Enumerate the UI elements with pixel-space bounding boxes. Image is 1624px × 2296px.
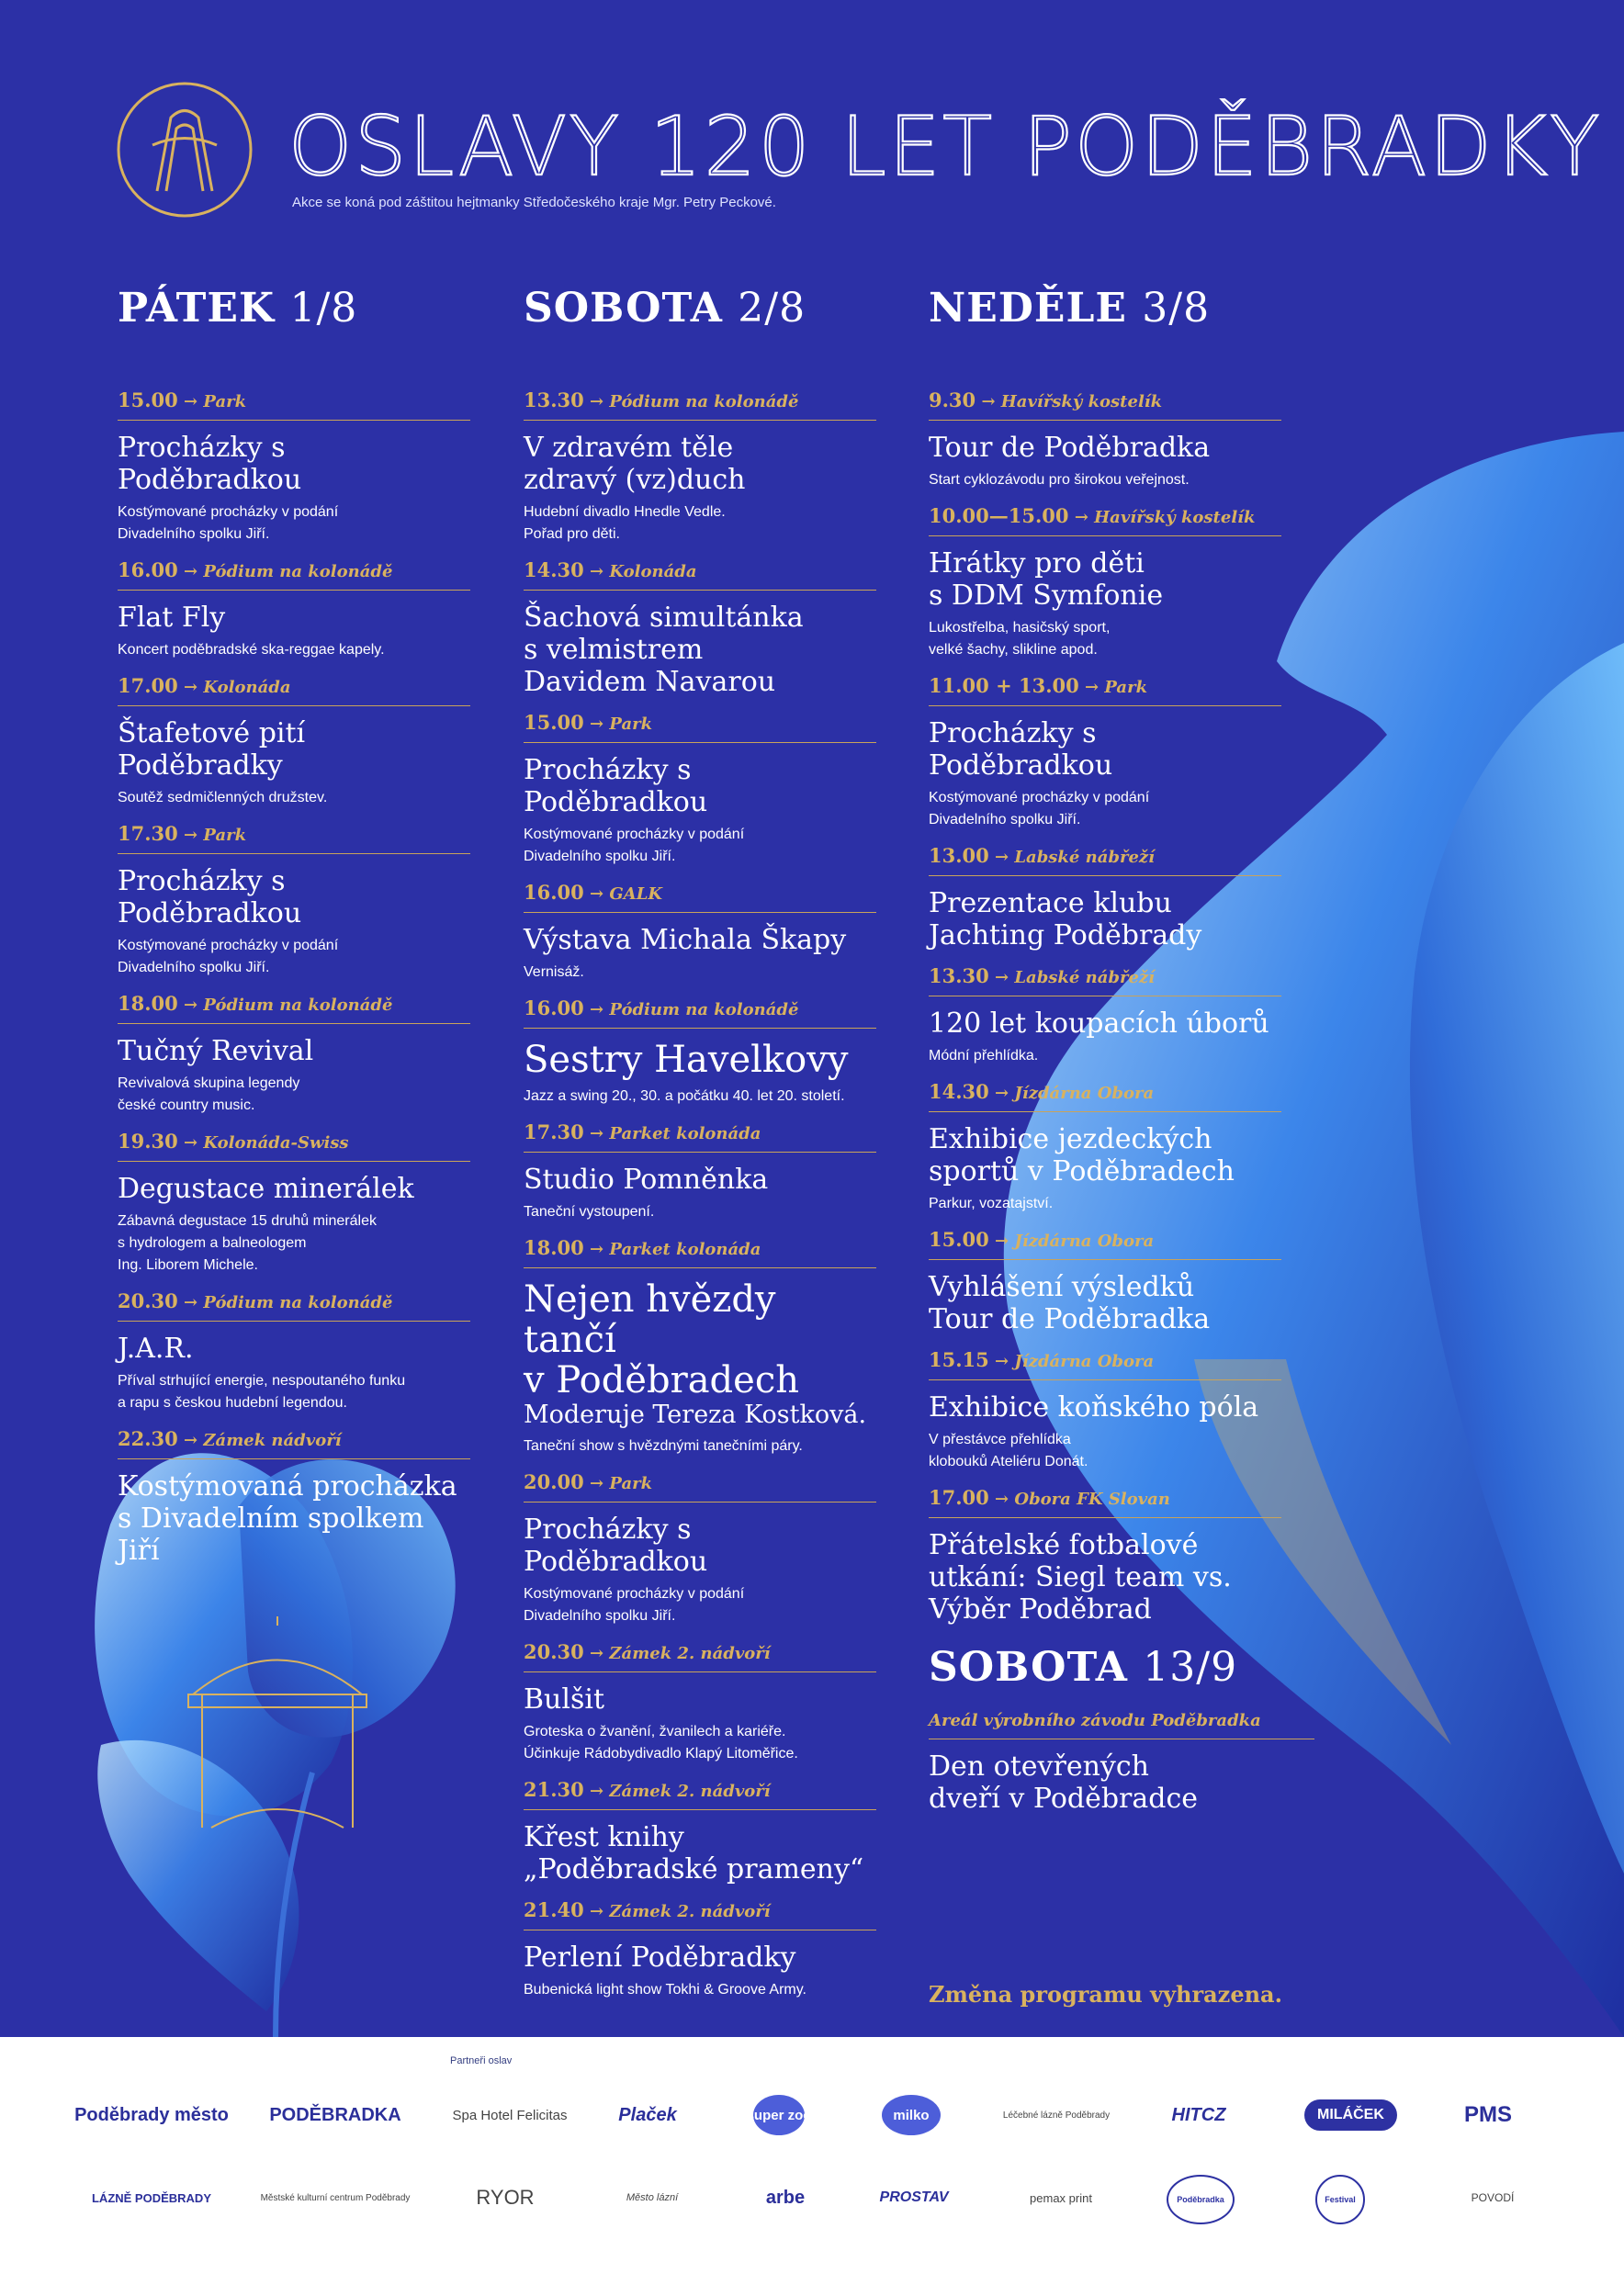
day-heading: PÁTEK 1/8 [118,285,358,332]
event-title: Degustace minerálek [118,1173,414,1205]
event-item [929,964,1281,1067]
event-title: Procházky s Poděbradkou [524,1514,708,1578]
event-description: Parkur, vozatajství. [929,1196,1054,1211]
event-place: → Park [1085,678,1148,697]
event-item [524,1120,876,1223]
partner-logo: Poděbradka [1167,2175,1235,2224]
event-time: 19.30 [118,1130,178,1153]
event-title: Přátelské fotbalové utkání: Siegl team vs. Výběr Poděbrad [929,1529,1232,1626]
event-place: → Park [184,392,247,411]
event-time-place [524,881,876,913]
event-place: → Park [590,1474,653,1493]
partner-logo: Festival [1315,2175,1365,2224]
day-column-sunday [929,285,1281,1626]
event-time-place [118,1289,470,1322]
extra-event-september [929,1644,1314,1815]
event-time-place [929,1486,1281,1518]
event-description: Zábavná degustace 15 druhů minerálek s hydrologem a balneologem Ing. Liborem Michele. [118,1213,377,1273]
event-time-place [929,674,1281,706]
partner-logo: Plaček [618,2104,677,2125]
event-time-place [524,1898,876,1930]
event-item [118,1427,470,1567]
event-item [929,1486,1281,1626]
partner-logo: Spa Hotel Felicitas [452,2107,568,2123]
partner-logo: PODĚBRADKA [269,2104,401,2125]
partners-label: Partneři oslav [450,2055,513,2066]
event-time: 16.00 [524,996,584,1019]
event-description: Start cyklozávodu pro širokou veřejnost. [929,472,1190,488]
event-place: Areál výrobního závodu Poděbradka [929,1711,1314,1739]
event-title: V zdravém těle zdravý (vz)duch [524,432,746,496]
event-description: Módní přehlídka. [929,1048,1039,1064]
event-description: Koncert poděbradské ska-reggae kapely. [118,642,385,658]
event-place: → Zámek 2. nádvoří [590,1782,771,1801]
event-title: Procházky s Poděbradkou [524,754,708,818]
event-description: V přestávce přehlídka klobouků Ateliéru Donát. [929,1432,1088,1469]
event-description: Hudební divadlo Hnedle Vedle. Pořad pro děti. [524,504,726,542]
event-time-place [524,1236,876,1268]
event-time: 17.30 [118,822,178,845]
event-time-place [524,388,876,421]
event-time-place [524,1120,876,1153]
event-item [118,674,470,809]
event-title: Bulšit [524,1683,605,1716]
day-heading: SOBOTA 2/8 [524,285,806,332]
event-time: 18.00 [118,992,178,1015]
event-time-place [929,504,1281,536]
partner-logo: Město lázní [626,2192,679,2203]
event-item [929,1348,1281,1473]
event-item [524,1470,876,1627]
partner-logo: PMS [1463,2102,1512,2127]
event-description: Kostýmované procházky v podání Divadelního spolku Jiří. [118,938,339,975]
event-place: → Pódium na kolonádě [184,1293,393,1312]
partner-logo: MILÁČEK [1304,2099,1397,2131]
event-time-place [118,1427,470,1459]
event-place: → Zámek 2. nádvoří [590,1644,771,1663]
event-title: Šachová simultánka s velmistrem Davidem Navarou [524,602,804,698]
event-place: → Park [184,826,247,845]
event-item [118,992,470,1117]
event-time-place [929,1348,1281,1380]
event-place: → Labské nábřeží [995,968,1155,987]
day-column-saturday [524,285,876,2001]
event-time: 11.00 + 13.00 [929,674,1079,697]
event-title: Výstava Michala Škapy [524,924,847,956]
event-title: Tour de Poděbradka [929,432,1211,464]
event-title: Štafetové pití Poděbradky [118,717,306,782]
event-place: → Obora FK Slovan [995,1490,1170,1509]
event-time: 21.40 [524,1898,584,1921]
partner-logo: LÁZNĚ PODĚBRADY [91,2190,211,2205]
event-description: Vernisáž. [524,964,584,980]
event-time: 22.30 [118,1427,178,1450]
event-time: 9.30 [929,388,976,411]
event-place: → Pódium na kolonádě [590,392,799,411]
partner-logo: pemax print [1030,2190,1092,2205]
event-time-place [118,674,470,706]
event-description: Revivalová skupina legendy české country music. [118,1075,300,1113]
event-time: 17.00 [118,674,178,697]
event-item [524,1898,876,2001]
partner-logo: RYOR [476,2186,535,2209]
event-description: Soutěž sedmičlenných družstev. [118,790,328,805]
event-time-place [524,996,876,1029]
event-place: → Jízdárna Obora [995,1232,1155,1251]
event-place: → Park [590,715,653,734]
event-time-place [524,711,876,743]
event-time-place [929,1080,1281,1112]
event-description: Jazz a swing 20., 30. a počátku 40. let 20. století. [524,1088,845,1104]
event-time: 17.00 [929,1486,989,1509]
event-time: 16.00 [524,881,584,904]
event-time: 13.30 [929,964,989,987]
event-title: Sestry Havelkovy [524,1039,849,1081]
event-title: Flat Fly [118,602,226,634]
event-time-place [929,844,1281,876]
event-title: Procházky s Poděbradkou [118,432,302,496]
event-place: → Kolonáda-Swiss [184,1133,349,1153]
event-description: Kostýmované procházky v podání Divadelního spolku Jiří. [118,504,339,542]
event-title: Vyhlášení výsledků Tour de Poděbradka [929,1271,1211,1335]
event-time-place [929,964,1281,996]
event-place: → Havířský kostelík [981,392,1163,411]
event-place: → Pódium na kolonádě [184,562,393,581]
event-item [929,1228,1281,1335]
event-place: → Jízdárna Obora [995,1352,1155,1371]
partner-logo: POVODÍ [1471,2191,1515,2204]
partner-logo: super zoo [753,2095,805,2135]
event-time: 15.00 [929,1228,989,1251]
event-item [118,1289,470,1414]
event-item [118,388,470,546]
event-time: 20.30 [118,1289,178,1312]
event-list [929,388,1281,1626]
event-place: → Pódium na kolonádě [590,1000,799,1019]
event-title: Exhibice koňského póla [929,1391,1259,1424]
partner-logo: Poděbrady město [74,2104,229,2125]
event-time: 21.30 [524,1778,584,1801]
event-title: Nejen hvězdy tančí v Poděbradech [524,1278,799,1401]
event-description: Groteska o žvanění, žvanilech a kariéře. Účinkuje Rádobydivadlo Klapý Litoměřice. [524,1724,798,1761]
day-heading: NEDĚLE 3/8 [929,285,1211,332]
event-time: 17.30 [524,1120,584,1143]
event-title: Studio Pomněnka [524,1164,769,1196]
partner-logo: Městské kulturní centrum Poděbrady [260,2192,411,2203]
event-time: 15.00 [524,711,584,734]
event-place: → Labské nábřeží [995,848,1155,867]
page-title: OSLAVY 120 LET PODĚBRADKY [288,99,1603,194]
event-time-place [929,1228,1281,1260]
event-description: Příval strhující energie, nespoutaného funku a rapu s českou hudební legendou. [118,1373,406,1411]
event-time: 14.30 [524,558,584,581]
event-item [524,1236,876,1458]
podebradka-logo [116,81,254,219]
event-description: Kostýmované procházky v podání Divadelního spolku Jiří. [524,827,745,864]
event-subtitle: Moderuje Tereza Kostková. [524,1401,867,1429]
event-title: Křest knihy „Poděbradské prameny“ [524,1821,864,1885]
event-time: 16.00 [118,558,178,581]
event-item [929,1080,1281,1215]
event-item [929,504,1281,661]
event-item [524,881,876,984]
event-time: 15.00 [118,388,178,411]
event-item [118,1130,470,1277]
event-title: Den otevřených dveří v Poděbradce [929,1750,1199,1815]
day-heading: SOBOTA 13/9 [929,1644,1238,1691]
event-time-place [929,388,1281,421]
event-time-place [118,992,470,1024]
event-description: Kostýmované procházky v podání Divadelního spolku Jiří. [929,790,1150,827]
partner-logo: arbe [765,2187,806,2208]
event-title: Kostýmovaná procházka s Divadelním spolkem Jiří [118,1470,457,1567]
event-time-place [118,388,470,421]
event-time: 20.30 [524,1640,584,1663]
event-description: Taneční vystoupení. [524,1204,655,1220]
event-place: → Havířský kostelík [1074,508,1256,527]
event-title: Perlení Poděbradky [524,1941,796,1974]
event-place: → Zámek nádvoří [184,1431,342,1450]
event-title: Tučný Revival [118,1035,314,1067]
event-item [929,674,1281,831]
partners-strip [0,2037,1624,2296]
event-item [524,1778,876,1885]
event-time: 10.00—15.00 [929,504,1069,527]
partner-logo: HITCZ [1171,2104,1226,2125]
event-place: → Kolonáda [184,678,291,697]
event-title: Exhibice jezdeckých sportů v Poděbradech [929,1123,1235,1187]
event-description: Taneční show s hvězdnými tanečními páry. [524,1438,803,1454]
event-time-place [524,1640,876,1672]
program-change-note: Změna programu vyhrazena. [929,1981,1282,2008]
event-title: Procházky s Poděbradkou [929,717,1113,782]
partner-logo: Léčebné lázně Poděbrady [1002,2110,1111,2121]
event-time: 18.00 [524,1236,584,1259]
event-place: → Parket kolonáda [590,1124,761,1143]
event-item [524,388,876,546]
event-description: Kostýmované procházky v podání Divadelního spolku Jiří. [524,1586,745,1624]
event-title: J.A.R. [118,1333,194,1365]
event-place: → Jízdárna Obora [995,1084,1155,1103]
event-time: 20.00 [524,1470,584,1493]
event-time-place [524,1470,876,1503]
event-title: Prezentace klubu Jachting Poděbrady [929,887,1202,951]
event-description: Bubenická light show Tokhi & Groove Army. [524,1982,806,1998]
event-item [524,996,876,1108]
event-time-place [118,822,470,854]
event-title: 120 let koupacích úborů [929,1007,1269,1040]
event-time: 14.30 [929,1080,989,1103]
event-item [524,1640,876,1765]
event-time-place [524,558,876,591]
event-place: → Zámek 2. nádvoří [590,1902,771,1921]
event-item [929,844,1281,951]
event-item [524,558,876,698]
partner-logo: milko [882,2095,941,2135]
event-item [118,822,470,979]
event-time-place [524,1778,876,1810]
event-place: → Pódium na kolonádě [184,996,393,1015]
event-time: 15.15 [929,1348,989,1371]
day-column-friday [118,285,470,1567]
event-place: → Parket kolonáda [590,1240,761,1259]
event-item [118,558,470,661]
event-list [524,388,876,2001]
page-subtitle: Akce se koná pod záštitou hejtmanky Středočeského kraje Mgr. Petry Peckové. [292,195,776,210]
event-item [929,388,1281,491]
event-list [118,388,470,1567]
event-title: Hrátky pro děti s DDM Symfonie [929,547,1164,612]
event-time: 13.00 [929,844,989,867]
event-time-place [118,1130,470,1162]
event-time: 13.30 [524,388,584,411]
event-title: Procházky s Poděbradkou [118,865,302,929]
partner-logo: PROSTAV [879,2189,949,2205]
event-place: → GALK [590,884,663,904]
event-description: Lukostřelba, hasičský sport, velké šachy, slikline apod. [929,620,1111,658]
event-time-place [118,558,470,591]
event-place: → Kolonáda [590,562,697,581]
event-item [524,711,876,868]
